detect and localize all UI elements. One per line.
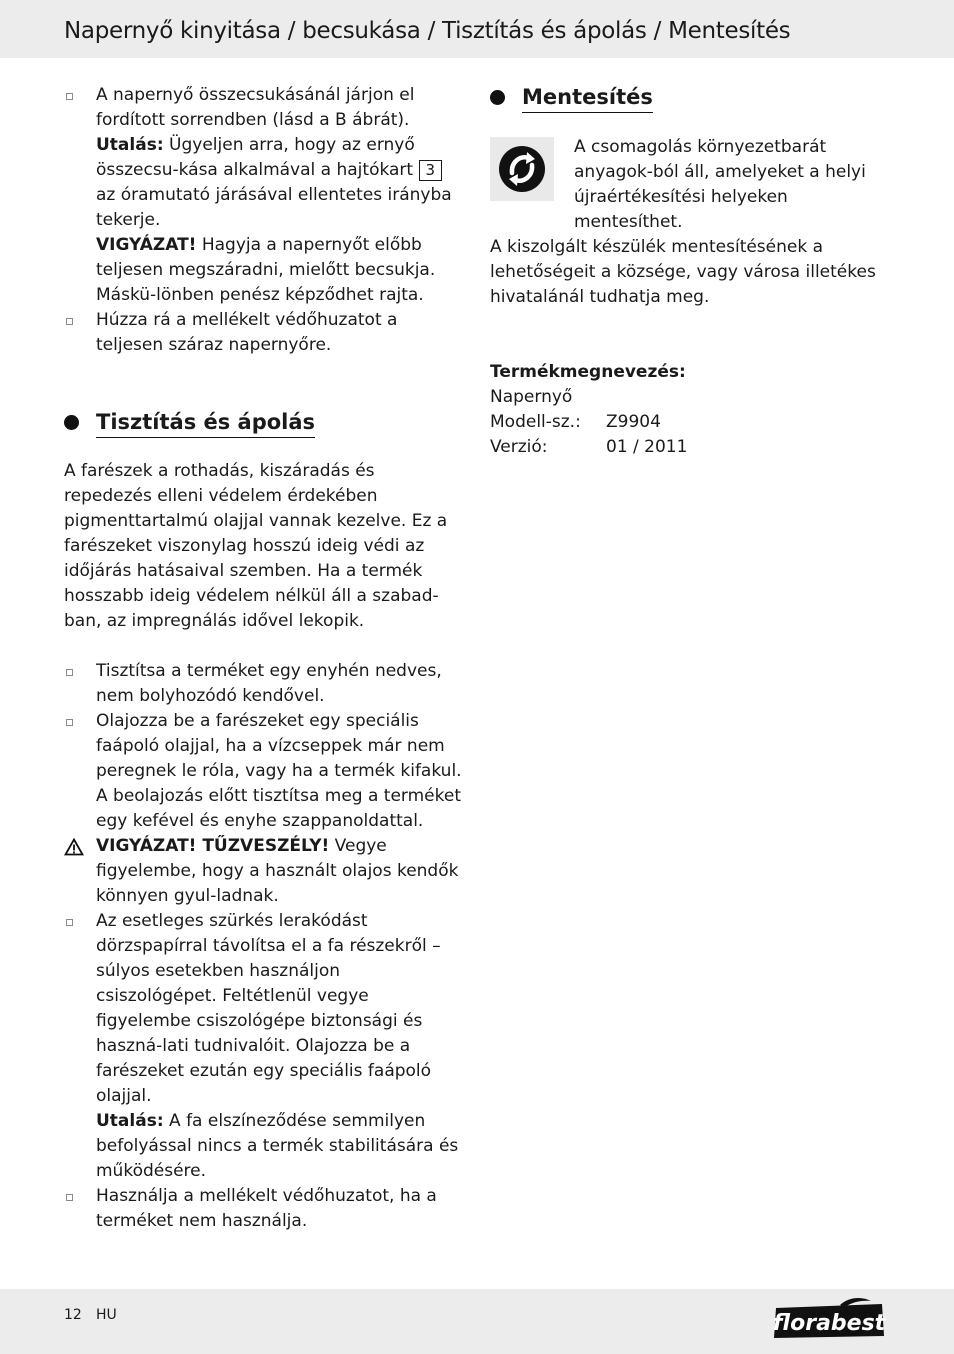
caution-paragraph [96, 233, 464, 308]
page-title: Napernyő kinyitása / becsukása / Tisztítás és ápolás / Mentesítés [64, 18, 791, 44]
section-bullet-icon [490, 90, 505, 105]
intro-paragraph: A farészek a rothadás, kiszáradás és repedezés elleni védelem érdekében pigmenttartalmú olajjal vannak kezelve. Ez a farészeket viszonylag hosszú ideig védi az időjárás hatásaival szemben. Ha a termék hosszabb ideig védelem nélkül áll a szabad-ban, az impregnálás idővel lekopik. [64, 461, 448, 631]
note-label: Utalás: [96, 1111, 164, 1131]
section-heading-cleaning [64, 408, 464, 438]
note-paragraph [96, 1109, 464, 1184]
section-heading-disposal [490, 83, 895, 113]
model-value: Z9904 [606, 412, 661, 432]
part-number-box: 3 [419, 160, 443, 181]
recycle-text: A csomagolás környezetbarát anyagok-ból áll, amelyeket a helyi újraértékesítési helyeken mentesíthet. [574, 137, 866, 232]
square-bullet-icon [66, 719, 73, 726]
warning-text-block [96, 834, 464, 909]
caution-text: Hagyja a napernyőt előbb teljesen megszáradni, mielőtt becsukja. Máskü-lönben penész képződhet rajta. [96, 235, 436, 305]
note-text: A fa elszíneződése semmilyen befolyással nincs a termék stabilitására és működésére. [96, 1111, 459, 1181]
list-item [64, 308, 464, 358]
section-heading-text: Tisztítás és ápolás [96, 408, 315, 438]
product-label: Termékmegnevezés: [490, 362, 686, 382]
model-row [490, 410, 895, 435]
list-item-text: Az esetleges szürkés lerakódást dörzspapírral távolítsa el a fa részekről – súlyos esetekben használjon csiszológépet. Feltétlenül vegye figyelembe csiszológépe biztonsági és haszná-lati tudnivalóit. Olajozza be a farészeket ezután egy speciális faápoló olajjal. [96, 911, 441, 1106]
version-value: 01 / 2011 [606, 437, 688, 457]
list-item [64, 1184, 464, 1234]
header-band [0, 0, 954, 58]
fire-warning-text: Vegye figyelembe, hogy a használt olajos kendők könnyen gyul-ladnak. [96, 836, 459, 906]
fire-warning-label: VIGYÁZAT! TŰZVESZÉLY! [96, 836, 330, 856]
list-item-text: Használja a mellékelt védőhuzatot, ha a terméket nem használja. [96, 1186, 437, 1231]
list-item [64, 709, 464, 834]
product-name: Napernyő [490, 387, 573, 407]
list-item-text: A napernyő összecsukásánál járjon el fordított sorrendben (lásd a B ábrát). [96, 85, 415, 130]
right-column [490, 83, 895, 460]
square-bullet-icon [66, 919, 73, 926]
version-row [490, 435, 895, 460]
page-number: 12 [64, 1307, 82, 1323]
square-bullet-icon [66, 669, 73, 676]
caution-label: VIGYÁZAT! [96, 235, 197, 255]
green-dot-recycle-icon [490, 137, 554, 201]
version-label: Verzió: [490, 437, 548, 457]
brand-text: florabest [772, 1311, 886, 1336]
note-text: Ügyeljen arra, hogy az ernyő összecsu-kása alkalmával a hajtókart [96, 135, 415, 180]
florabest-logo [770, 1296, 888, 1342]
warning-triangle-icon [64, 838, 84, 856]
left-column [64, 83, 464, 1234]
note-text-cont: az óramutató járásával ellentetes irányba tekerje. [96, 185, 452, 230]
model-label: Modell-sz.: [490, 412, 581, 432]
square-bullet-icon [66, 318, 73, 325]
square-bullet-icon [66, 93, 73, 100]
note-paragraph [96, 133, 464, 233]
list-item [64, 909, 464, 1184]
square-bullet-icon [66, 1194, 73, 1201]
section-heading-text: Mentesítés [522, 83, 653, 113]
language-code: HU [96, 1307, 117, 1323]
warning-item [64, 834, 464, 909]
list-item-text: Húzza rá a mellékelt védőhuzatot a teljesen száraz napernyőre. [96, 310, 398, 355]
list-item-text: Olajozza be a farészeket egy speciális faápoló olajjal, ha a vízcseppek már nem peregnek le róla, vagy ha a termék kifakul. A beolajozás előtt tisztítsa meg a terméket egy kefével és enyhe szappanoldattal. [96, 711, 462, 831]
list-item-text: Tisztítsa a terméket egy enyhén nedves, nem bolyhozódó kendővel. [96, 661, 442, 706]
note-label: Utalás: [96, 135, 164, 155]
list-item [64, 83, 464, 308]
recycle-notice [490, 135, 895, 232]
disposal-paragraph: A kiszolgált készülék mentesítésének a lehetőségeit a községe, vagy városa illetékes hivatalánál tudhatja meg. [490, 237, 876, 307]
list-item [64, 659, 464, 709]
section-bullet-icon [64, 415, 79, 430]
